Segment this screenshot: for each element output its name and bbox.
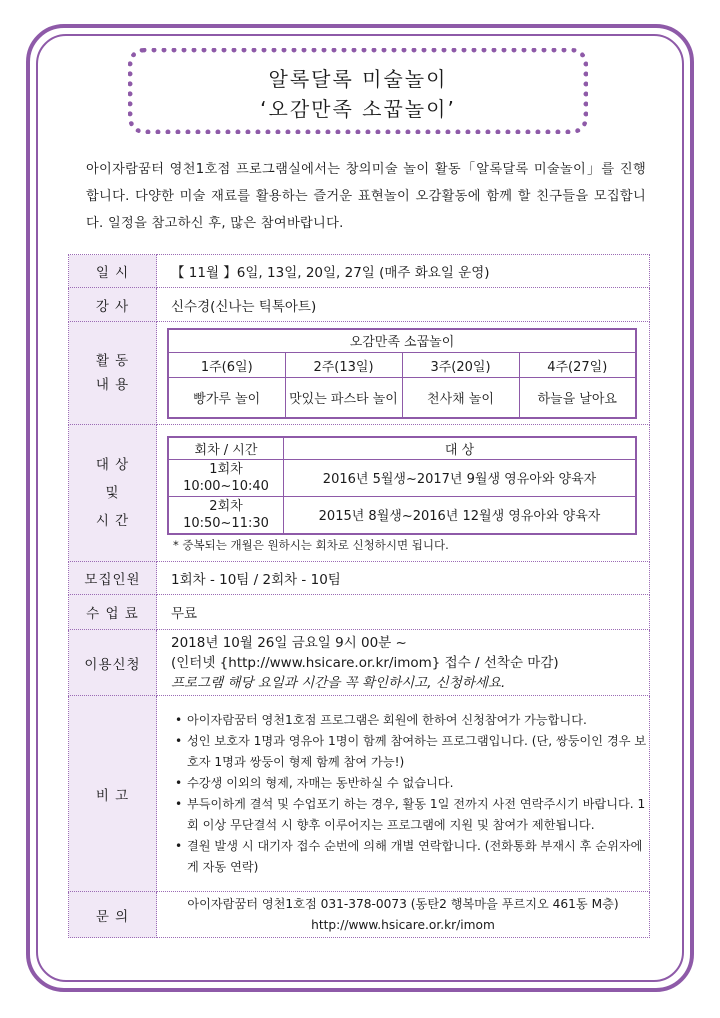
row-apply bbox=[69, 630, 650, 696]
title-box bbox=[128, 48, 588, 134]
remark-item: • 부득이하게 결석 및 수업포기 하는 경우, 활동 1일 전까지 사전 연락주시기 바랍니다. 1회 이상 무단결석 시 향후 이루어지는 프로그램에 지원 및 참여가 제한됩니다. bbox=[175, 794, 649, 836]
session-1 bbox=[168, 459, 284, 496]
value-remarks bbox=[157, 696, 650, 892]
activity-3: 천사채 놀이 bbox=[402, 378, 519, 418]
label-target-2: 및 bbox=[105, 485, 120, 501]
label-date: 일 시 bbox=[69, 255, 157, 288]
apply-line-3: 프로그램 해당 요일과 시간을 꼭 확인하시고, 신청하세요. bbox=[171, 674, 506, 691]
session-2 bbox=[168, 496, 284, 534]
row-activity bbox=[69, 322, 650, 425]
row-capacity bbox=[69, 562, 650, 595]
remarks-list bbox=[157, 706, 649, 882]
session-2-target: 2015년 8월생~2016년 12월생 영유아와 양육자 bbox=[284, 496, 637, 534]
session-2-time: 10:50~11:30 bbox=[183, 515, 269, 531]
value-apply bbox=[157, 630, 650, 696]
remark-item: • 성인 보호자 1명과 영유아 1명이 함께 참여하는 프로그램입니다. (단, 쌍둥이인 경우 보호자 1명과 쌍둥이 형제 함께 참여 가능!) bbox=[175, 731, 649, 773]
activity-header: 오감만족 소꿉놀이 bbox=[168, 329, 636, 353]
label-apply: 이용신청 bbox=[69, 630, 157, 696]
label-target-1: 대 상 bbox=[95, 457, 130, 473]
contact-url[interactable]: http://www.hsicare.or.kr/imom bbox=[311, 917, 495, 932]
session-1-name: 1회차 bbox=[209, 461, 243, 477]
activity-1: 빵가루 놀이 bbox=[168, 378, 285, 418]
value-capacity: 1회차 - 10팀 / 2회차 - 10팀 bbox=[157, 562, 650, 595]
apply-line-1: 2018년 10월 26일 금요일 9시 00분 ~ bbox=[171, 634, 407, 651]
title-line-2: ‘오감만족 소꿉놀이’ bbox=[260, 97, 456, 121]
label-activity bbox=[69, 322, 157, 425]
target-table bbox=[167, 436, 637, 535]
col-session: 회차 / 시간 bbox=[168, 437, 284, 460]
label-contact: 문 의 bbox=[69, 892, 157, 938]
week-1: 1주(6일) bbox=[168, 353, 285, 378]
row-remarks bbox=[69, 696, 650, 892]
week-3: 3주(20일) bbox=[402, 353, 519, 378]
session-2-name: 2회차 bbox=[209, 498, 243, 514]
label-activity-2: 내 용 bbox=[95, 377, 130, 393]
title-line-1: 알록달록 미술놀이 bbox=[268, 67, 448, 91]
info-table bbox=[68, 254, 650, 938]
week-4: 4주(27일) bbox=[519, 353, 636, 378]
row-target bbox=[69, 425, 650, 562]
target-note: * 중복되는 개월은 원하시는 회차로 신청하시면 됩니다. bbox=[173, 537, 449, 552]
remark-item: • 결원 발생 시 대기자 접수 순번에 의해 개별 연락합니다. (전화통화 부재시 후 순위자에게 자동 연락) bbox=[175, 836, 649, 878]
value-target bbox=[157, 425, 650, 562]
intro-paragraph: 아이자람꿈터 영천1호점 프로그램실에서는 창의미술 놀이 활동「알록달록 미술놀이」를 진행합니다. 다양한 미술 재료를 활용하는 즐거운 표현놀이 오감활동에 함께 할 친구들을 모집합니다. 일정을 참고하신 후, 많은 참여바랍니다. bbox=[86, 162, 646, 231]
row-contact bbox=[69, 892, 650, 938]
apply-line-2: (인터넷 {http://www.hsicare.or.kr/imom} 접수 / 선착순 마감) bbox=[171, 654, 559, 671]
label-capacity: 모집인원 bbox=[69, 562, 157, 595]
label-target-3: 시 간 bbox=[95, 513, 130, 529]
row-teacher bbox=[69, 288, 650, 322]
session-1-time: 10:00~10:40 bbox=[183, 478, 269, 494]
row-fee bbox=[69, 595, 650, 630]
label-fee: 수 업 료 bbox=[69, 595, 157, 630]
session-1-target: 2016년 5월생~2017년 9월생 영유아와 양육자 bbox=[284, 459, 637, 496]
value-activity bbox=[157, 322, 650, 425]
label-target bbox=[69, 425, 157, 562]
value-teacher: 신수경(신나는 틱톡아트) bbox=[157, 288, 650, 322]
label-activity-1: 활 동 bbox=[95, 353, 130, 369]
contact-line-1: 아이자람꿈터 영천1호점 031-378-0073 (동탄2 행복마을 푸르지오 461동 M층) bbox=[187, 896, 619, 911]
week-2: 2주(13일) bbox=[285, 353, 402, 378]
row-date bbox=[69, 255, 650, 288]
remark-item: • 수강생 이외의 형제, 자매는 동반하실 수 없습니다. bbox=[175, 773, 649, 794]
value-date: 【 11월 】6일, 13일, 20일, 27일 (매주 화요일 운영) bbox=[157, 255, 650, 288]
label-teacher: 강 사 bbox=[69, 288, 157, 322]
activity-2: 맛있는 파스타 놀이 bbox=[285, 378, 402, 418]
activity-table bbox=[167, 328, 637, 419]
value-fee: 무료 bbox=[157, 595, 650, 630]
value-contact bbox=[157, 892, 650, 938]
activity-4: 하늘을 날아요 bbox=[519, 378, 636, 418]
col-target: 대 상 bbox=[284, 437, 637, 460]
label-remarks: 비 고 bbox=[69, 696, 157, 892]
remark-item: • 아이자람꿈터 영천1호점 프로그램은 회원에 한하여 신청참여가 가능합니다. bbox=[175, 710, 649, 731]
